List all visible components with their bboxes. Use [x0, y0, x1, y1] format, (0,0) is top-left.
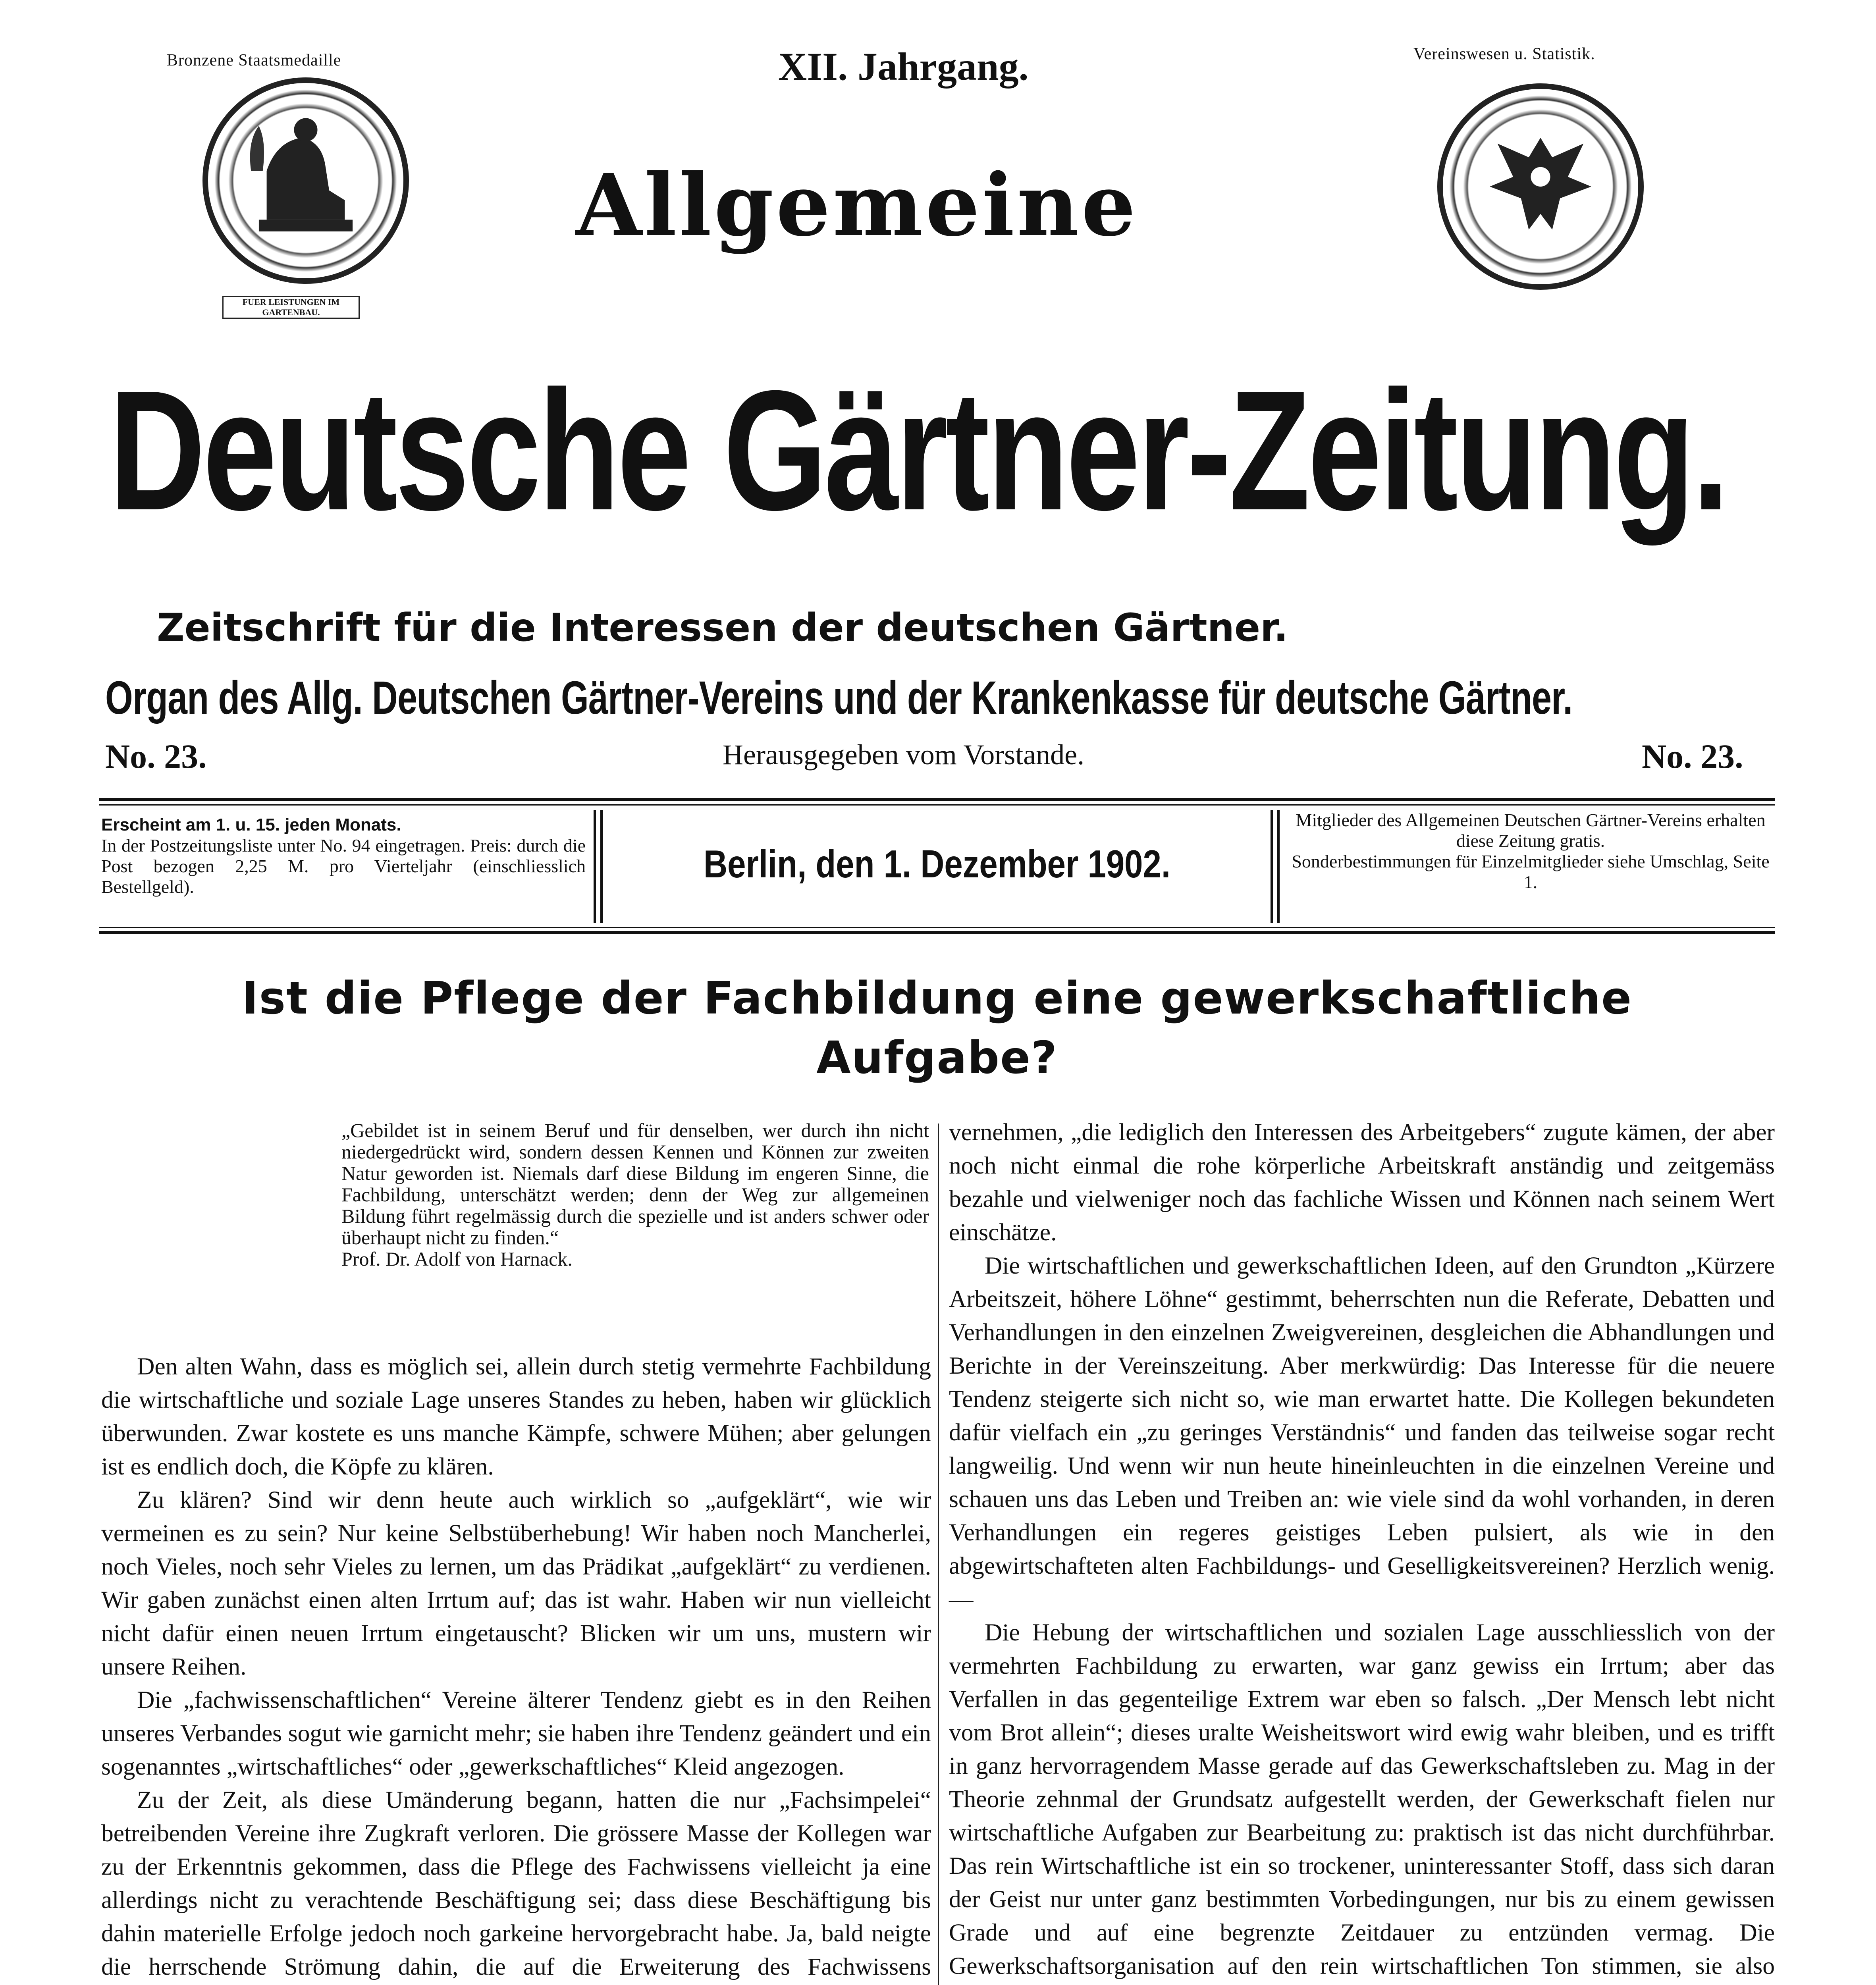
article-headline: Ist die Pflege der Fachbildung eine gewerkschaftliche Aufgabe?: [241, 973, 1633, 1084]
eagle-icon: [1443, 89, 1638, 284]
right-medal-image: [1437, 83, 1644, 290]
top-rule: [99, 798, 1775, 801]
issue-number-right: No. 23.: [1642, 737, 1743, 775]
seated-figure-icon: [208, 83, 403, 278]
top-rule-thin: [99, 804, 1775, 806]
publisher-line: Herausgegeben vom Vorstande.: [723, 739, 1085, 771]
left-medal-caption: Bronzene Staatsmedaille: [167, 51, 341, 69]
divider-right-a: [1271, 810, 1273, 923]
left-medal-label: FUER LEISTUNGEN IM GARTENBAU.: [222, 296, 360, 319]
subtitle: Zeitschrift für die Interessen der deutschen Gärtner.: [157, 605, 1288, 650]
left-medal-image: [202, 77, 409, 284]
subscription-text: In der Postzeitungsliste unter No. 94 eingetragen. Preis: durch die Post bezogen 2,25 M. pro Vierteljahr (einschliesslich Bestellgeld).: [101, 835, 586, 897]
motto-block: [341, 1120, 929, 1270]
bottom-rule-thin: [99, 927, 1775, 928]
organ-line: Organ des Allg. Deutschen Gärtner-Vereins und der Krankenkasse für deutsche Gärtner.: [105, 672, 1573, 724]
divider-right-b: [1277, 810, 1280, 923]
right-medal-caption: Vereinswesen u. Statistik.: [1413, 45, 1595, 63]
article-column-right: [949, 1116, 1775, 1985]
paragraph: Zu der Zeit, als diese Umänderung begann, hatten die nur „Fachsimpelei“ betreibenden Vereine ihre Zugkraft verloren. Die grössere Masse der Kollegen war zu der Erkenntnis gekommen, dass die Pflege des Fachwissens vielleicht ja eine allerdings nicht zu verachtende Beschäftigung sei; dass diese Beschäftigung bis dahin materielle Erfolge jedoch noch garkeine hervorgebracht habe. Ja, bald neigte die herrschende Strömung dahin, die auf die Erweiterung des Fachwissens: [101, 1786, 931, 1980]
bottom-rule: [99, 931, 1775, 934]
paragraph: Die wirtschaftlichen und gewerkschaftlichen Ideen, auf den Grundton „Kürzere Arbeitszeit, höhere Löhne“ gestimmt, beherrschten nun die Referate, Debatten und Verhandlungen in den einzelnen Zweigvereinen, desgleichen die Abhandlungen und Berichte in der Vereinszeitung. Aber merkwürdig: Das Interesse für die neuere Tendenz steigerte sich nicht so, wie man erwartet hatte. Die Kollegen bekundeten dafür vielfach ein „zu geringes Verständnis“ und fanden das teilweise sogar recht langweilig. Und wenn wir nun heute hineinleuchten in die einzelnen Vereine und schauen uns das Leben und Treiben an: wie viele sind da wohl vorhanden, in deren Verhandlungen ein regeres geistiges Leben pulsiert, als wie in den abgewirtschafteten alten Fachbildungs- und Geselligkeitsvereinen? Herzlich wenig. —: [949, 1252, 1775, 1613]
divider-left-a: [594, 810, 596, 923]
member-info-special: Sonderbestimmungen für Einzelmitglieder siehe Umschlag, Seite 1.: [1292, 851, 1770, 892]
title-top: Allgemeine: [576, 155, 1138, 255]
subscription-info: [101, 815, 586, 897]
motto-author: Prof. Dr. Adolf von Harnack.: [341, 1248, 573, 1270]
volume-label: XII. Jahrgang.: [778, 44, 1029, 89]
paragraph: Die Hebung der wirtschaftlichen und sozialen Lage ausschliesslich von der vermehrten Fachbildung zu erwarten, war ganz gewiss ein Irrtum; aber das Verfallen in das gegenteilige Extrem war eben so falsch. „Der Mensch lebt nicht vom Brot allein“; dieses uralte Weisheitswort wird ewig wahr bleiben, und es trifft in ganz hervorragendem Masse gerade auf das Gewerkschaftsleben zu. Mag in der Theorie zehnmal der Grundsatz aufgestellt werden, der Gewerkschaft fielen nur wirtschaftliche Aufgaben zur Bearbeitung zu: praktisch ist das nicht durchführbar. Das rein Wirtschaftliche ist ein so trockener, uninteressanter Stoff, dass sich daran der Geist nur unter ganz bestimmten Vorbedingungen, nur bis zu einem gewissen Grade und auf eine begrenzte Zeitdauer zu entzünden vermag. Die Gewerkschaftsorganisation auf den rein wirtschaftlichen Ton stimmen, sie also: [949, 1619, 1775, 1979]
member-info-gratis: Mitglieder des Allgemeinen Deutschen Gärtner-Vereins erhalten diese Zeitung gratis.: [1296, 810, 1766, 851]
paragraph: Zu klären? Sind wir denn heute auch wirklich so „aufgeklärt“, wie wir vermeinen es zu sein? Nur keine Selbstüberhebung! Wir haben noch Mancherlei, noch Vieles, noch sehr Vieles zu lernen, um das Prädikat „aufgeklärt“ zu verdienen. Wir gaben zunächst einen alten Irrtum auf; das ist wahr. Haben wir nun vielleicht nicht dafür einen neuen Irrtum eingetauscht? Blicken wir um uns, mustern wir unsere Reihen.: [101, 1486, 931, 1680]
newspaper-title: Deutsche Gärtner-Zeitung.: [109, 355, 1727, 546]
paragraph: vernehmen, „die lediglich den Interessen des Arbeitgebers“ zugute kämen, der aber noch nicht einmal die rohe körperliche Arbeitskraft anständig und zeitgemäss bezahle und vielweniger noch das fachliche Wissen und Können nach seinem Wert einschätze.: [949, 1119, 1775, 1246]
column-rule: [938, 1124, 939, 1985]
article-column-left: [101, 1350, 931, 1985]
member-info: [1286, 810, 1775, 892]
paragraph: Die „fachwissenschaftlichen“ Vereine älterer Tendenz giebt es in den Reihen unseres Verbandes sogut wie garnicht mehr; sie haben ihre Tendenz geändert und ein sogenanntes „wirtschaftliches“ oder „gewerkschaftliches“ Kleid angezogen.: [101, 1686, 931, 1780]
dateline: Berlin, den 1. Dezember 1902.: [704, 842, 1170, 886]
issue-number-left: No. 23.: [105, 737, 207, 775]
subscription-heading: Erscheint am 1. u. 15. jeden Monats.: [101, 815, 401, 834]
paragraph: Den alten Wahn, dass es möglich sei, allein durch stetig vermehrte Fachbildung die wirtschaftliche und soziale Lage unseres Standes zu heben, haben wir glücklich überwunden. Zwar kostete es uns manche Kämpfe, schwere Mühen; aber gelungen ist es endlich doch, die Köpfe zu klären.: [101, 1353, 931, 1480]
divider-left-b: [600, 810, 603, 923]
motto-quote: „Gebildet ist in seinem Beruf und für denselben, wer durch ihn nicht niedergedrückt wird, sondern dessen Kennen und Können zur zweiten Natur geworden ist. Niemals darf diese Bildung im engeren Sinne, die Fachbildung, unterschätzt werden; denn der Weg zur allgemeinen Bildung führt regelmässig durch die spezielle und ist anders schwer oder überhaupt nicht zu finden.“: [341, 1119, 929, 1249]
